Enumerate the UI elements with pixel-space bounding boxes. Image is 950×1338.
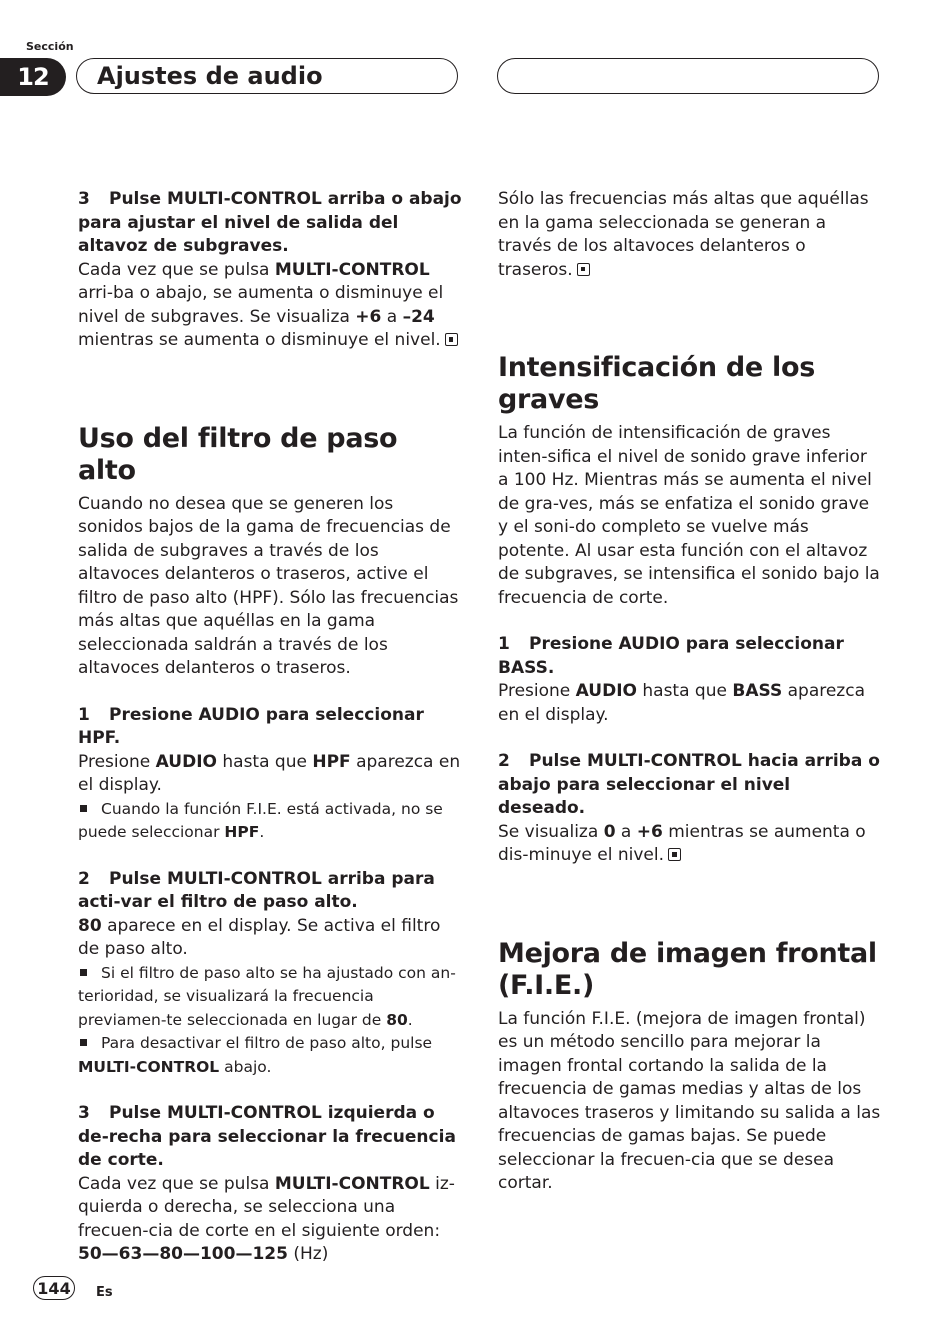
step-heading — [78, 188, 462, 259]
page-number: 144 — [33, 1276, 75, 1300]
section-heading-fie: Mejora de imagen frontal (F.I.E.) — [498, 937, 877, 1001]
continued-text: Sólo las frecuencias más altas que aquéllas en la gama seleccionada se generan a través de los altavoces delanteros o traseros. — [498, 189, 869, 280]
section-title — [76, 58, 458, 94]
step-body: Se visualiza 0 a +6 mientras se aumenta o dis-minuye el nivel. — [498, 821, 866, 865]
step-body: Presione AUDIO hasta que HPF aparezca en el display. — [78, 751, 461, 795]
note: Para desactivar el filtro de paso alto, pulse MULTI-CONTROL abajo. — [78, 1034, 433, 1076]
section-heading-hpf: Uso del filtro de paso alto — [78, 422, 398, 486]
step-body: Cada vez que se pulsa MULTI-CONTROL arri-ba o abajo, se aumenta o disminuye el nivel de subgraves. Se visualiza +6 a –24 mientras se aumenta o disminuye el nivel. — [78, 259, 462, 353]
fie-intro: La función F.I.E. (mejora de imagen frontal) es un método sencillo para mejorar la imagen frontal cortando la salida de la frecuencia de gamas medias y altas de los altavoces traseros y limitando su salida a las frecuencias de gamas bajas. Se puede seleccionar la frecuen-cia que se desea cortar. — [498, 1008, 881, 1193]
left-column — [78, 188, 462, 1267]
section-label: Sección — [26, 40, 74, 53]
frequency-sequence: 50—63—80—100—125 — [78, 1244, 288, 1264]
hpf-intro: Cuando no desea que se generen los sonidos bajos de la gama de frecuencias de salida de subgraves a través de los altavoces delanteros o traseros, active el filtro de paso alto (HPF). Sólo las frecuencias más altas que aquéllas en la gama seleccionada saldrán a través de los altavoces delanteros o traseros. — [78, 493, 459, 678]
step-heading: 2 Pulse MULTI-CONTROL arriba para acti-var el filtro de paso alto. — [78, 868, 435, 912]
note: Si el filtro de paso alto se ha ajustado con an-terioridad, se visualizará la frecuencia previamen-te seleccionada en lugar de 80. — [78, 963, 456, 1029]
step-heading: 3 Pulse MULTI-CONTROL izquierda o de-recha para seleccionar la frecuencia de corte. — [78, 1103, 456, 1170]
note: Cuando la función F.I.E. está activada, no se puede seleccionar HPF. — [78, 799, 443, 841]
step-number: 3 — [78, 189, 90, 209]
step-heading: 1 Presione AUDIO para seleccionar BASS. — [498, 634, 844, 678]
language-code: Es — [96, 1285, 113, 1300]
step-heading: 1 Presione AUDIO para seleccionar HPF. — [78, 704, 424, 748]
step-title: Pulse MULTI-CONTROL arriba o abajo para ajustar el nivel de salida del altavoz de subgraves. — [78, 189, 462, 256]
end-mark-icon — [577, 263, 590, 276]
bullet-square-icon — [80, 969, 87, 976]
header-empty-box — [497, 58, 879, 94]
section-title-text: Ajustes de audio — [97, 62, 323, 90]
bullet-square-icon — [80, 1039, 87, 1046]
section-heading-bass: Intensificación de los graves — [498, 352, 816, 415]
end-mark-icon — [445, 333, 458, 346]
step-heading: 2 Pulse MULTI-CONTROL hacia arriba o abajo para seleccionar el nivel deseado. — [498, 751, 880, 818]
bass-intro: La función de intensificación de graves inten-sifica el nivel de sonido grave inferior a 100 Hz. Mientras más se aumenta el nivel de gra-ves, más se enfatiza el sonido grave y el soni-do completo se vuelve más potente. Al usar esta función con el altavoz de subgraves, se intensifica el sonido bajo la frecuencia de corte. — [498, 423, 880, 608]
bullet-square-icon — [80, 805, 87, 812]
end-mark-icon — [668, 848, 681, 861]
right-column — [498, 188, 882, 1196]
section-number-tab: 12 — [0, 58, 66, 96]
step-body: 80 aparece en el display. Se activa el filtro de paso alto. — [78, 915, 441, 959]
step-body: Presione AUDIO hasta que BASS aparezca en el display. — [498, 681, 865, 725]
step-body: Cada vez que se pulsa MULTI-CONTROL iz-quierda o derecha, se selecciona una frecuen-cia de corte en el siguiente orden: 50—63—80—100—125 (Hz) — [78, 1173, 455, 1264]
